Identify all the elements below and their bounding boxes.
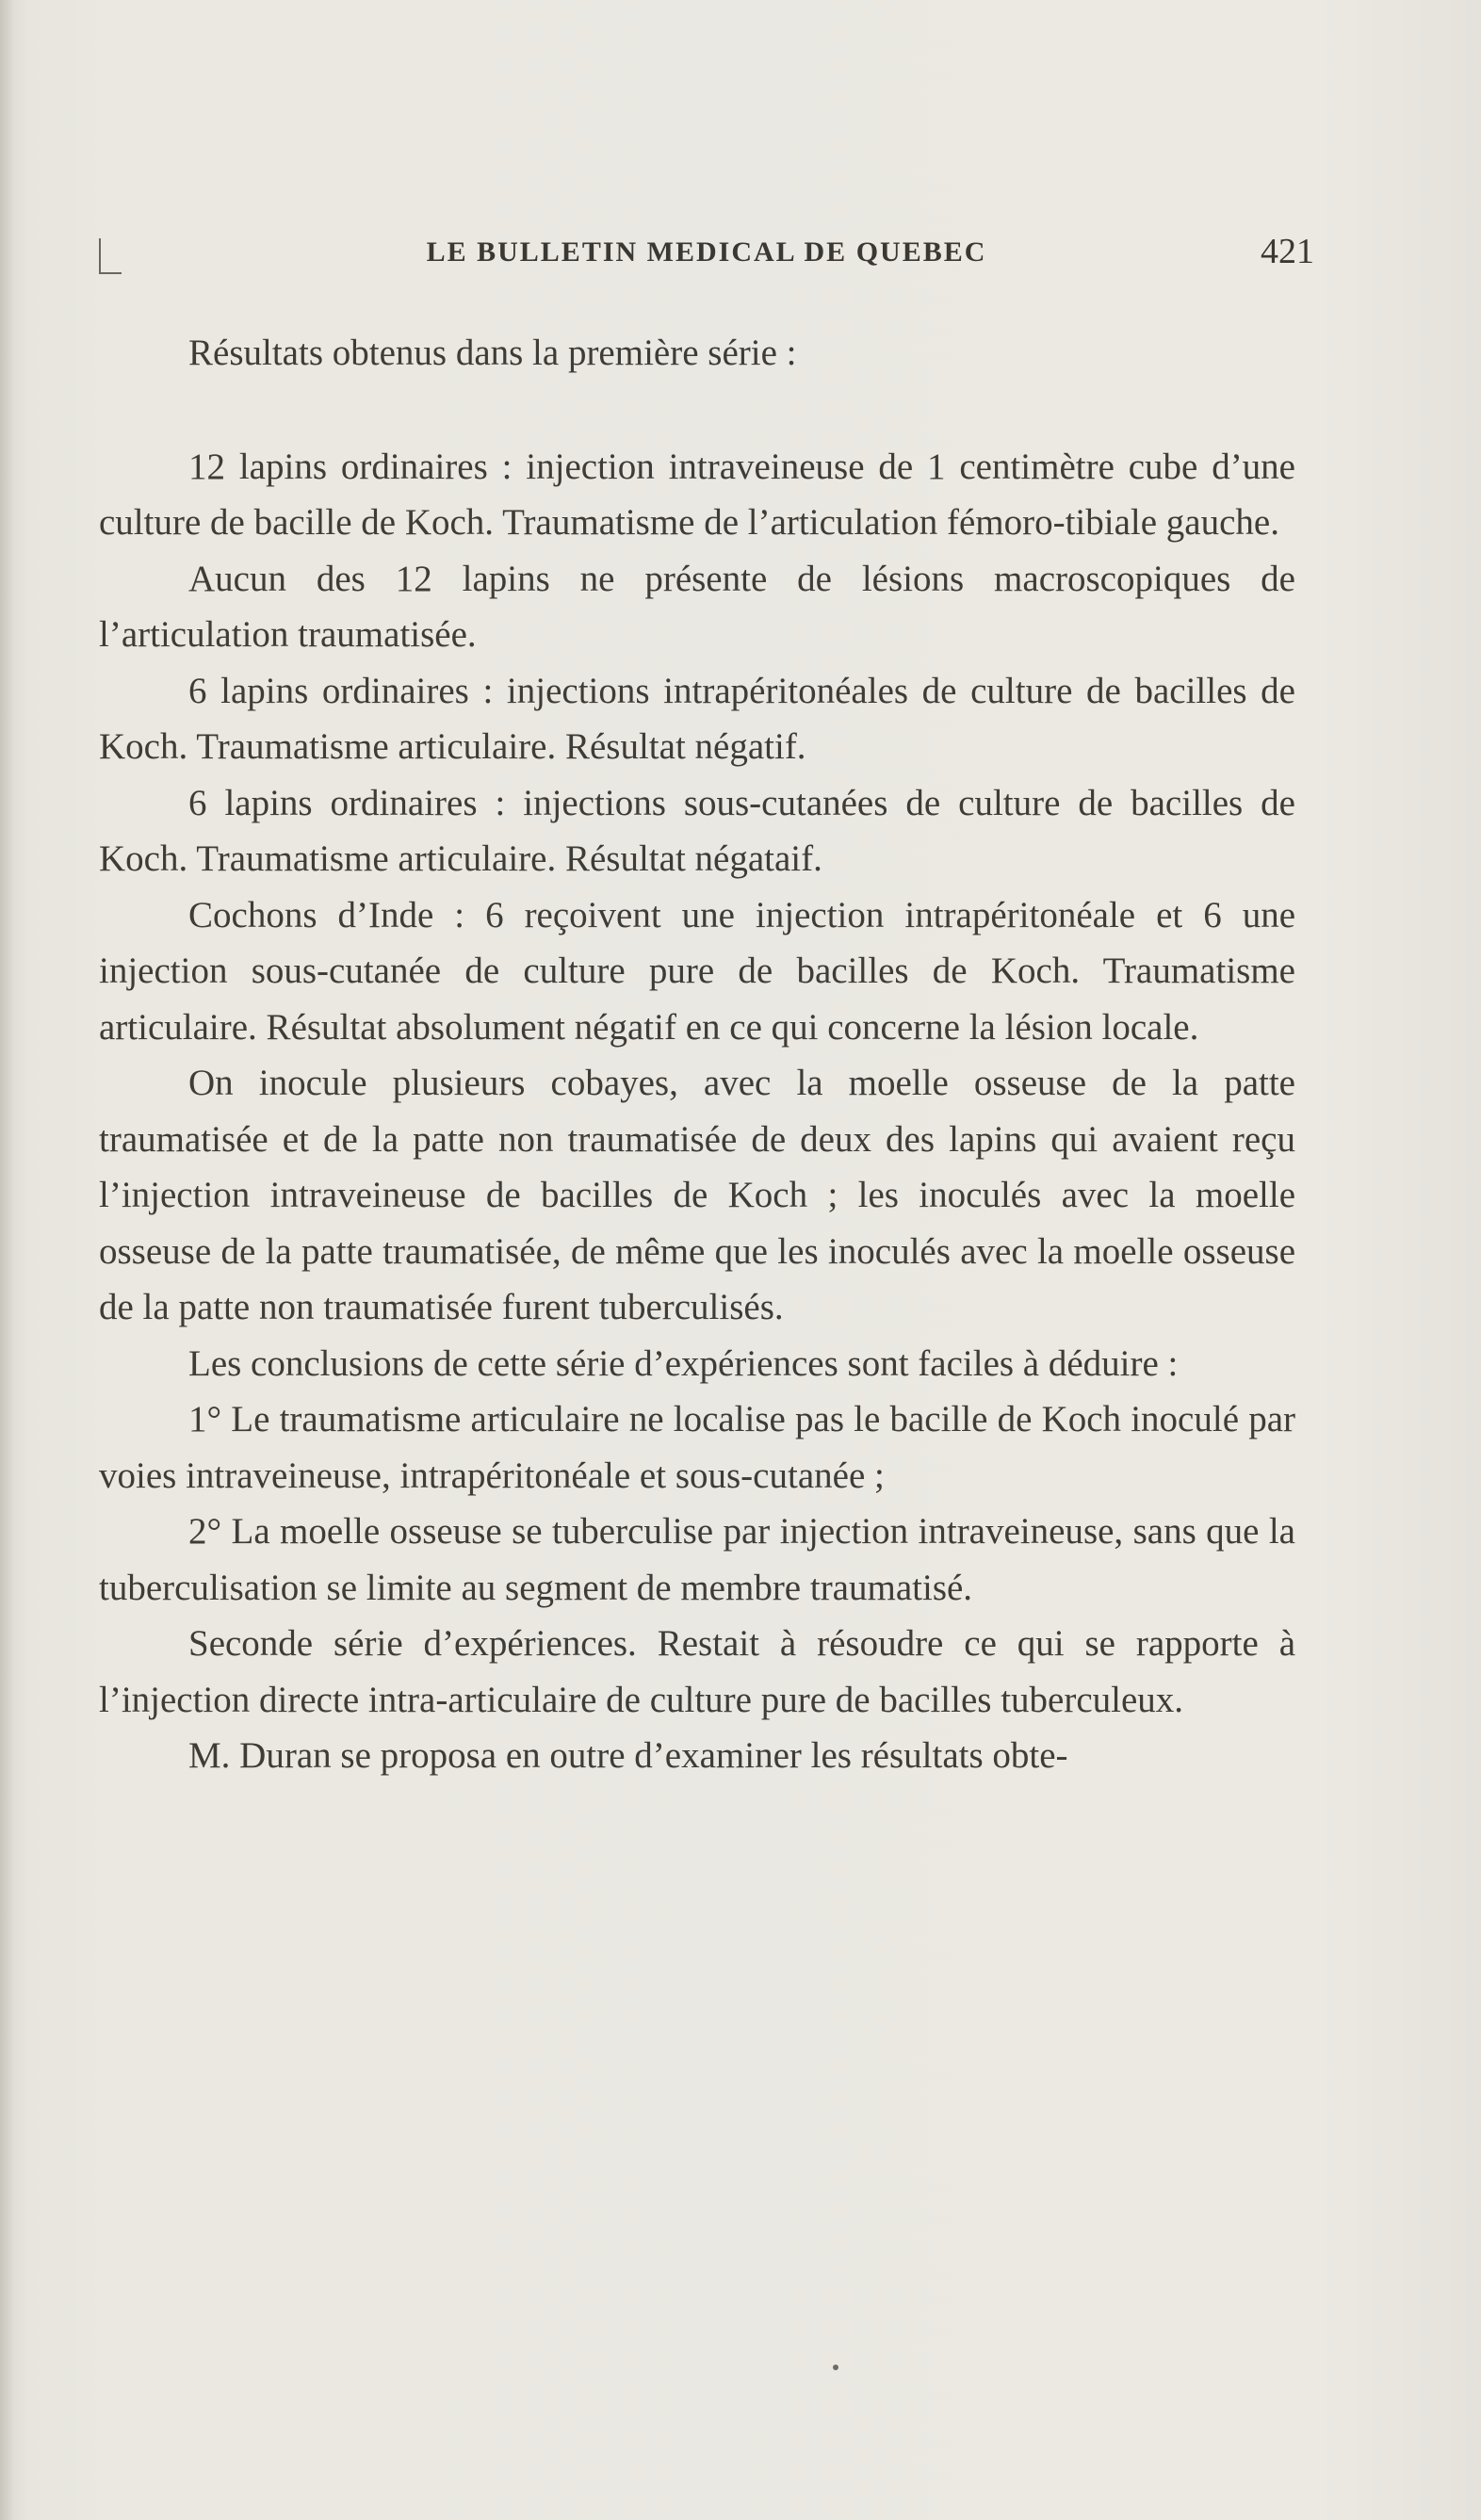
paragraph: 1° Le traumatisme articulaire ne localise pas le bacille de Koch inoculé par voies intraveineuse, intrapéritonéale et sous-cutanée ; [99, 1399, 1295, 1496]
paragraph: 2° La moelle osseuse se tuberculise par injection intraveineuse, sans que la tuberculisation se limite au segment de membre traumatisé. [99, 1511, 1295, 1608]
paragraph: On inocule plusieurs cobayes, avec la moelle osseuse de la patte traumatisée et de la patte non traumatisée de deux des lapins qui avaient reçu l’injection intraveineuse de bacilles de Koch ; les inoculés avec la moelle osseuse de la patte traumatisée, de même que les inoculés avec la moelle osseuse de la patte non traumatisée furent tuberculisés. [99, 1063, 1295, 1327]
page-binding-shadow [0, 0, 13, 2520]
journal-title: LE BULLETIN MEDICAL DE QUEBEC [426, 236, 987, 268]
paragraph: 6 lapins ordinaires : injections sous-cutanées de culture de bacilles de Koch. Traumatisme articulaire. Résultat négataif. [99, 782, 1295, 879]
paragraph: Cochons d’Inde : 6 reçoivent une injection intrapéritonéale et 6 une injection sous-cutanée de culture pure de bacilles de Koch. Traumatisme articulaire. Résultat absolument négatif en ce qui concerne la lésion locale. [99, 894, 1295, 1048]
paragraph: Seconde série d’expériences. Restait à résoudre ce qui se rapporte à l’injection directe intra-articulaire de culture pure de bacilles tuberculeux. [99, 1623, 1295, 1720]
paragraph: 12 lapins ordinaires : injection intraveineuse de 1 centimètre cube d’une culture de bacille de Koch. Traumatisme de l’articulation fémoro-tibiale gauche. [99, 446, 1295, 543]
paragraph: M. Duran se proposa en outre d’examiner les résultats obte- [188, 1735, 1068, 1776]
running-header [99, 231, 1314, 278]
body-text [99, 325, 1295, 1784]
paragraph: Aucun des 12 lapins ne présente de lésions macroscopiques de l’articulation traumatisée. [99, 558, 1295, 655]
page-number: 421 [1261, 232, 1314, 271]
paragraph: 6 lapins ordinaires : injections intrapéritonéales de culture de bacilles de Koch. Traumatisme articulaire. Résultat négatif. [99, 670, 1295, 767]
paragraph: Les conclusions de cette série d’expériences sont faciles à déduire : [188, 1342, 1179, 1384]
paragraph: Résultats obtenus dans la première série : [188, 333, 797, 373]
ink-speck [833, 2365, 838, 2370]
